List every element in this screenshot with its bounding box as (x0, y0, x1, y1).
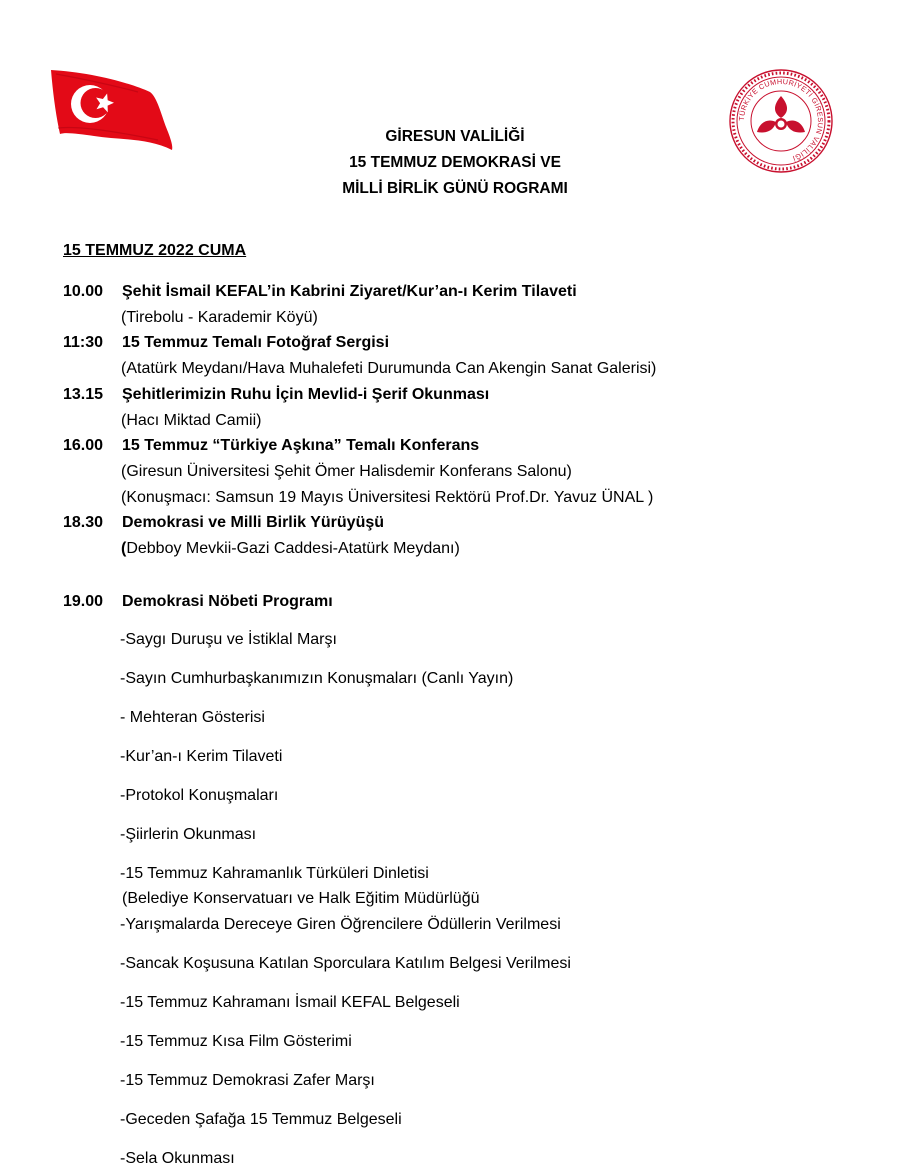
program-item: -Sayın Cumhurbaşkanımızın Konuşmaları (Canlı Yayın) (120, 670, 514, 687)
title-line-2: 15 TEMMUZ DEMOKRASİ VE (349, 154, 561, 171)
event-row (63, 386, 489, 404)
program-date: 15 TEMMUZ 2022 CUMA (63, 242, 247, 259)
event-title: Şehit İsmail KEFAL’in Kabrini Ziyaret/Kur’an-ı Kerim Tilaveti (122, 283, 577, 300)
event-detail: (Atatürk Meydanı/Hava Muhalefeti Durumunda Can Akengin Sanat Galerisi) (121, 360, 657, 377)
program-item: -Geceden Şafağa 15 Temmuz Belgeseli (120, 1111, 402, 1128)
program-item: -Sancak Koşusuna Katılan Sporculara Katılım Belgesi Verilmesi (120, 955, 571, 972)
event-row (63, 334, 389, 352)
event-row (63, 283, 577, 301)
program-item: -Sela Okunması (120, 1150, 235, 1167)
detail-open-paren: ( (121, 540, 127, 557)
event-time: 13.15 (63, 386, 104, 403)
page-title (0, 124, 910, 202)
program-item: -Şiirlerin Okunması (120, 826, 257, 843)
program-item: -Kur’an-ı Kerim Tilaveti (120, 748, 283, 765)
program-item: -15 Temmuz Demokrasi Zafer Marşı (120, 1072, 375, 1089)
event-time: 19.00 (63, 593, 104, 610)
event-detail: (Giresun Üniversitesi Şehit Ömer Halisdemir Konferans Salonu) (121, 463, 572, 480)
program-item: - Mehteran Gösterisi (120, 709, 265, 726)
program-item: -Yarışmalarda Dereceye Giren Öğrencilere Ödüllerin Verilmesi (120, 916, 561, 933)
event-time: 16.00 (63, 437, 104, 454)
event-title: Demokrasi Nöbeti Programı (122, 593, 333, 610)
program-item: -Protokol Konuşmaları (120, 787, 279, 804)
event-detail: (Tirebolu - Karademir Köyü) (121, 309, 318, 326)
event-row (63, 437, 479, 455)
detail-text: Debboy Mevkii-Gazi Caddesi-Atatürk Meydanı) (126, 540, 460, 557)
title-line-1: GİRESUN VALİLİĞİ (385, 128, 525, 145)
event-time: 11:30 (63, 334, 104, 351)
main-event-row (63, 593, 333, 611)
event-detail: (Konuşmacı: Samsun 19 Mayıs Üniversitesi Rektörü Prof.Dr. Yavuz ÜNAL ) (121, 489, 654, 506)
seal-text: TÜRKİYE CUMHURİYETİ GİRESUN VALİLİĞİ (736, 76, 826, 164)
event-title: Şehitlerimizin Ruhu İçin Mevlid-i Şerif Okunması (122, 386, 490, 403)
title-line-3: MİLLİ BİRLİK GÜNÜ ROGRAMI (342, 180, 568, 197)
event-detail: (Hacı Miktad Camii) (121, 412, 262, 429)
event-title: Demokrasi ve Milli Birlik Yürüyüşü (122, 514, 385, 531)
program-item: -15 Temmuz Kahramanı İsmail KEFAL Belgeseli (120, 994, 460, 1011)
event-row (63, 514, 384, 532)
program-item: -15 Temmuz Kahramanlık Türküleri Dinletisi (120, 865, 429, 882)
event-time: 10.00 (63, 283, 104, 300)
event-detail (121, 540, 460, 558)
program-item: -Saygı Duruşu ve İstiklal Marşı (120, 631, 337, 648)
event-time: 18.30 (63, 514, 104, 531)
event-title: 15 Temmuz “Türkiye Aşkına” Temalı Konferans (122, 437, 480, 454)
event-title: 15 Temmuz Temalı Fotoğraf Sergisi (122, 334, 390, 351)
program-item: -15 Temmuz Kısa Film Gösterimi (120, 1033, 352, 1050)
program-item-note: (Belediye Konservatuarı ve Halk Eğitim Müdürlüğü (122, 890, 480, 907)
